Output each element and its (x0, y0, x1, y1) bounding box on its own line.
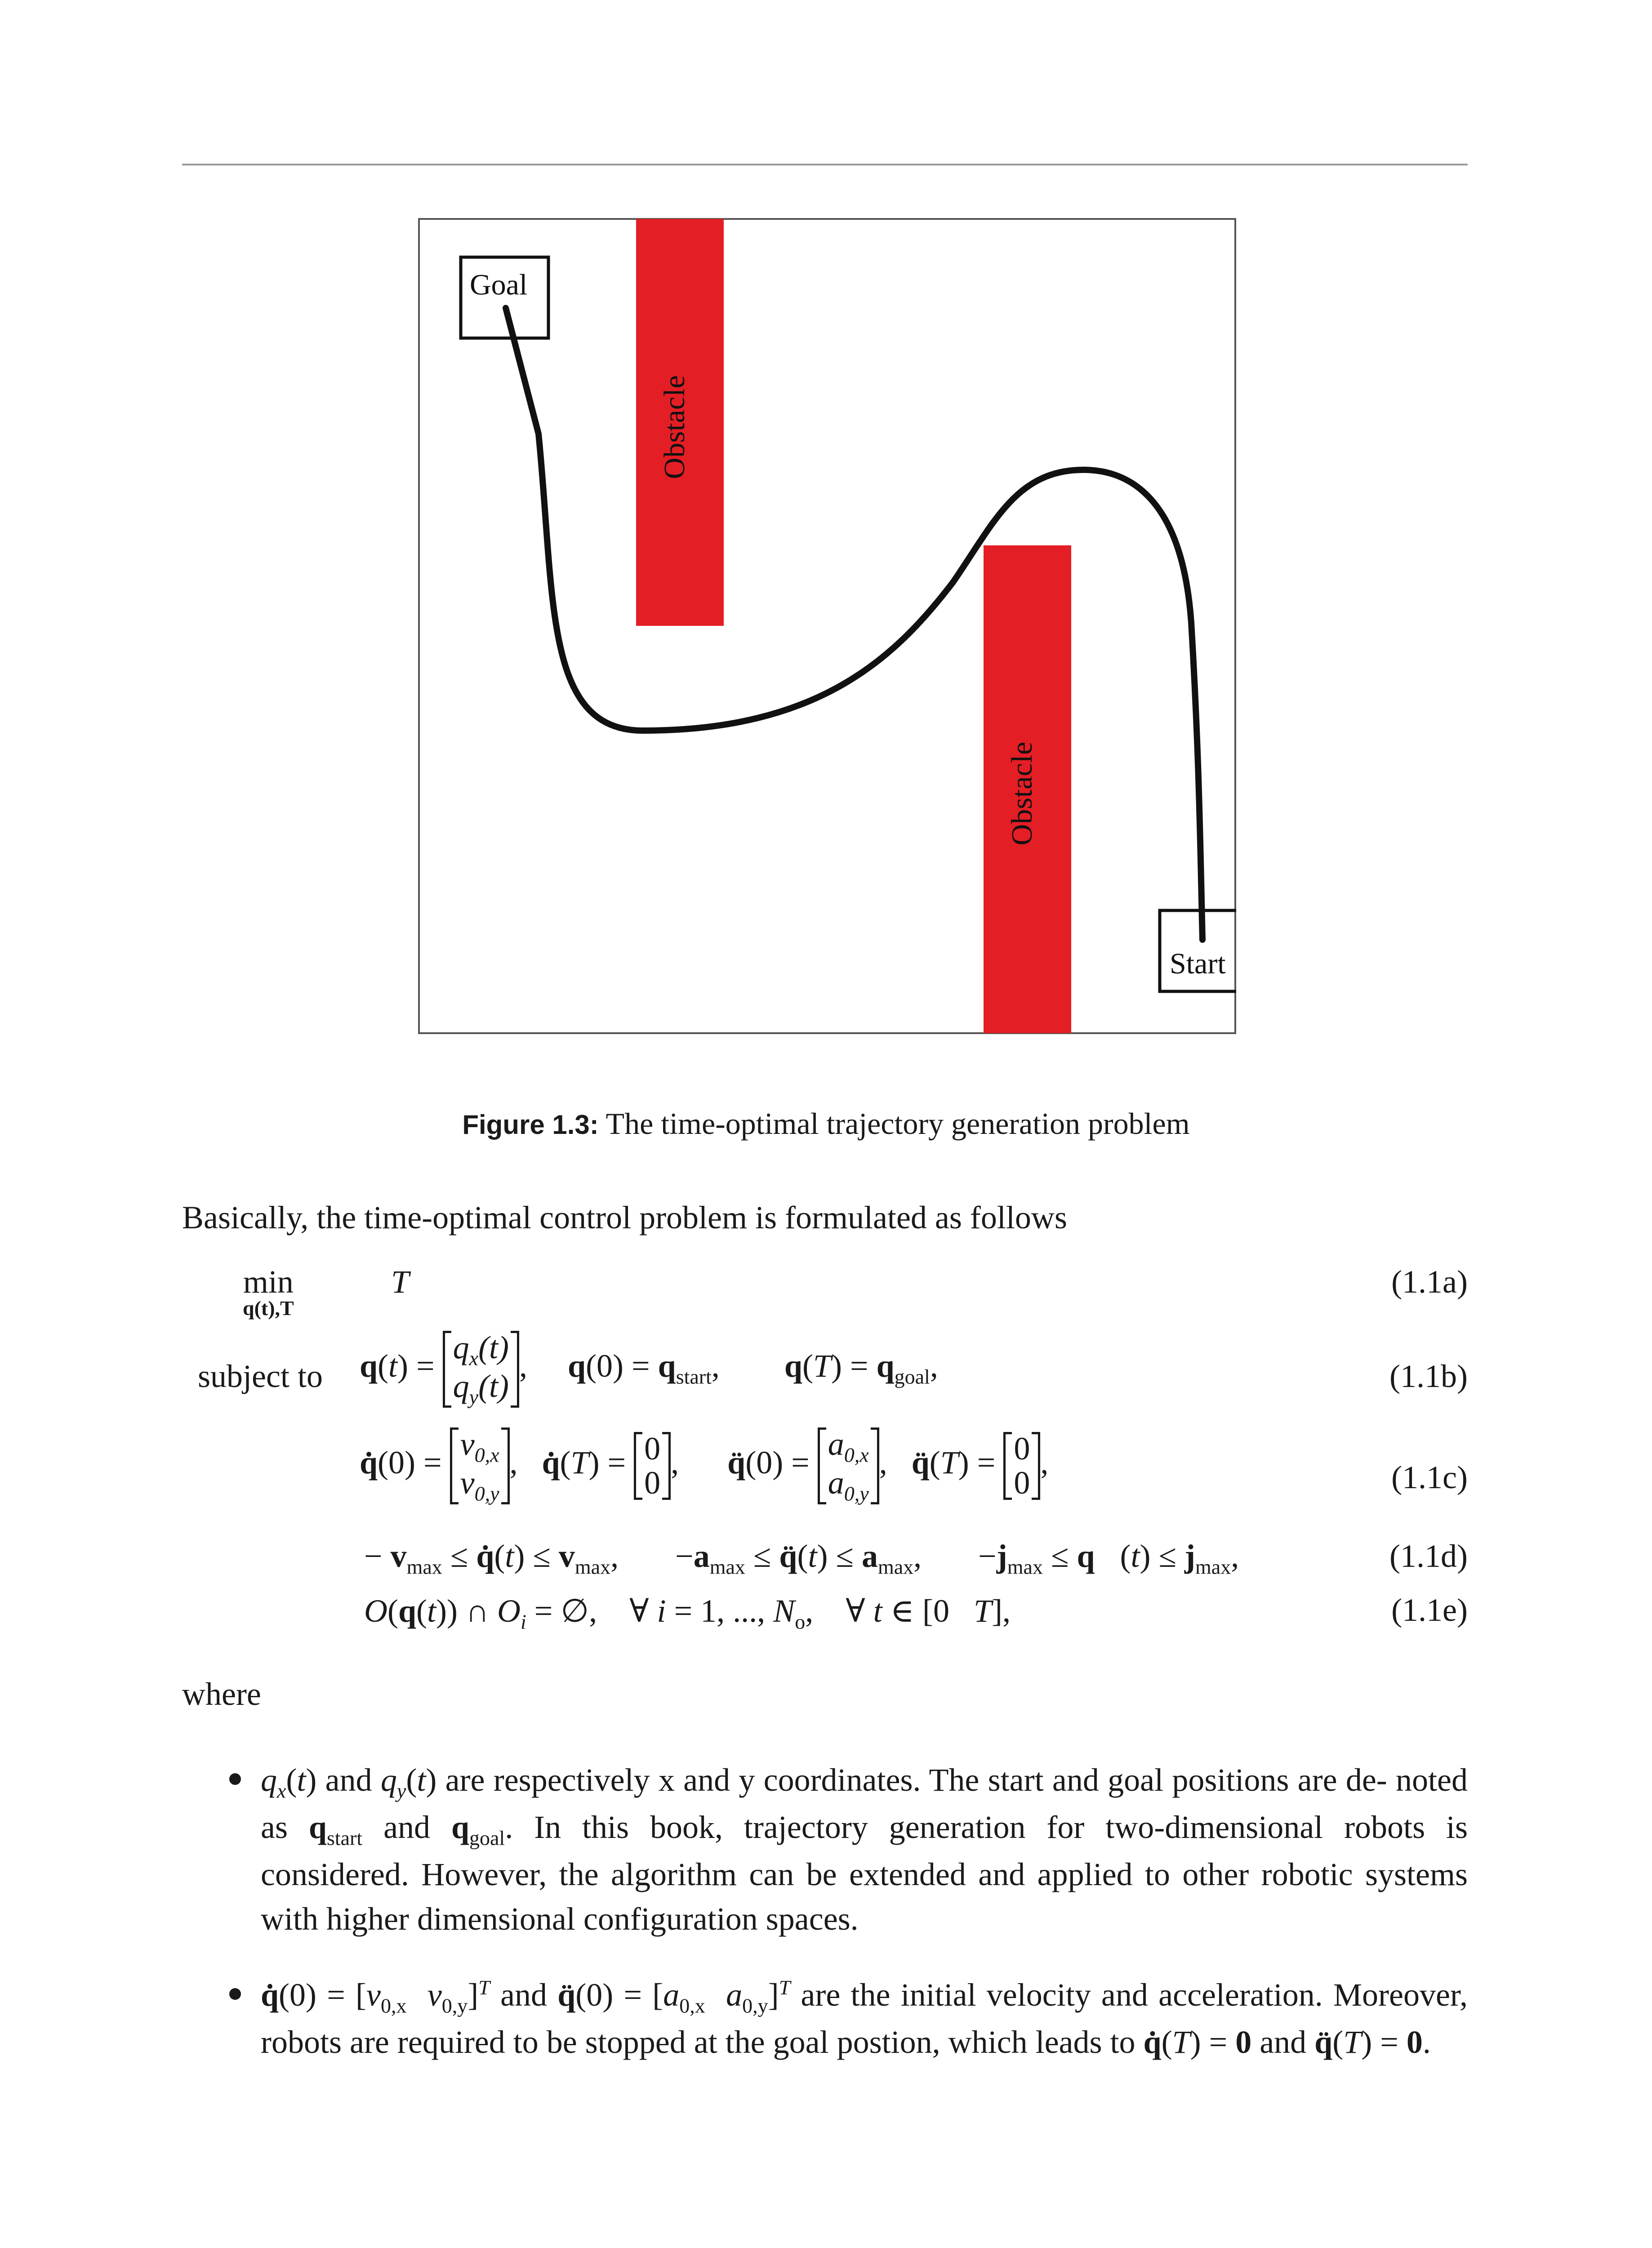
figure-caption (0, 1106, 1652, 1142)
eq-1b: q(t) = $q_x(t)$ $q_y(t)$ , $q(0) = q_{start}$, $q(T) = q_{goal}$, (360, 1329, 938, 1409)
eq-label-1d: (1.1d) (1389, 1538, 1468, 1574)
start-label: Start (1170, 947, 1226, 980)
min-subscript: q(t),T (243, 1297, 294, 1320)
intro-paragraph: Basically, the time-optimal control problem is formulated as follows (182, 1200, 1067, 1236)
eq-label-1a: (1.1a) (1391, 1264, 1468, 1300)
bullet-icon (229, 1773, 241, 1785)
eq-label-1b: (1.1b) (1389, 1358, 1468, 1394)
eq-min-operator (243, 1263, 294, 1320)
list-item: q̇(0) = [$v_{0,x}$ $v_{0,y}]^T$ and q̈(0) = [$a_{0,x}$ $a_{0,y}]^T$ are the initial velocity and acceleration. Moreover, robots are required to be stopped at the goal postion, which leads to q̇(T) = 0 and q̈(T) = 0. (182, 1973, 1468, 2065)
list-item: $q_x(t)$ and $q_y(t)$ are respectively x and y coordinates. The start and goal positions are de- noted as $q_{start}$ and $q_{goal}$. In this book, trajectory generation for two-dimensional robots is considered. However, the algorithm can be extended and applied to other robotic systems with higher dimensional configuration spaces. (182, 1758, 1468, 1941)
eq-objective: T (391, 1264, 410, 1300)
eq-label-1c: (1.1c) (1391, 1459, 1468, 1495)
header-rule (182, 164, 1468, 165)
obstacle-lower-label: Obstacle (1006, 741, 1038, 846)
min-word: min (243, 1264, 294, 1300)
trajectory-diagram (418, 218, 1236, 1034)
eq-1c: q̇(0) = $v_{0,x}$ $v_{0,y}$ , q̇(T) = 0 0 , q̈(0) = $a_{0,x}$ $a_{0,y}$ , q̈(T) = 0 0 , (360, 1426, 1049, 1505)
matrix-q: $q_x(t)$ $q_y(t)$ (443, 1331, 519, 1408)
bullet-icon (229, 1988, 241, 2000)
caption-text: The time-optimal trajectory generation problem (606, 1106, 1190, 1141)
figure-trajectory (418, 218, 1236, 1034)
figure-frame (419, 219, 1235, 1033)
obstacle-upper-label: Obstacle (658, 375, 691, 479)
goal-label: Goal (470, 268, 528, 301)
definition-list (182, 1758, 1468, 2096)
eq-label-1e: (1.1e) (1391, 1592, 1468, 1628)
caption-label: Figure 1.3: (462, 1110, 599, 1140)
subject-to: subject to (198, 1358, 323, 1394)
eq-1e: O(q(t)) ∩ $O_i$ = ∅, ∀ i = 1, ..., $N_o$, ∀ t ∈ [0 T], (364, 1593, 1011, 1633)
eq-1d: − $v_{max}$ ≤ q̇(t) ≤ $v_{max}$, $-a_{max}$ ≤ q̈(t) ≤ $a_{max}$, $-j_{max}$ ≤ q⃛(t) ≤ $j_{max}$, (364, 1538, 1239, 1579)
where-text: where (182, 1676, 261, 1712)
